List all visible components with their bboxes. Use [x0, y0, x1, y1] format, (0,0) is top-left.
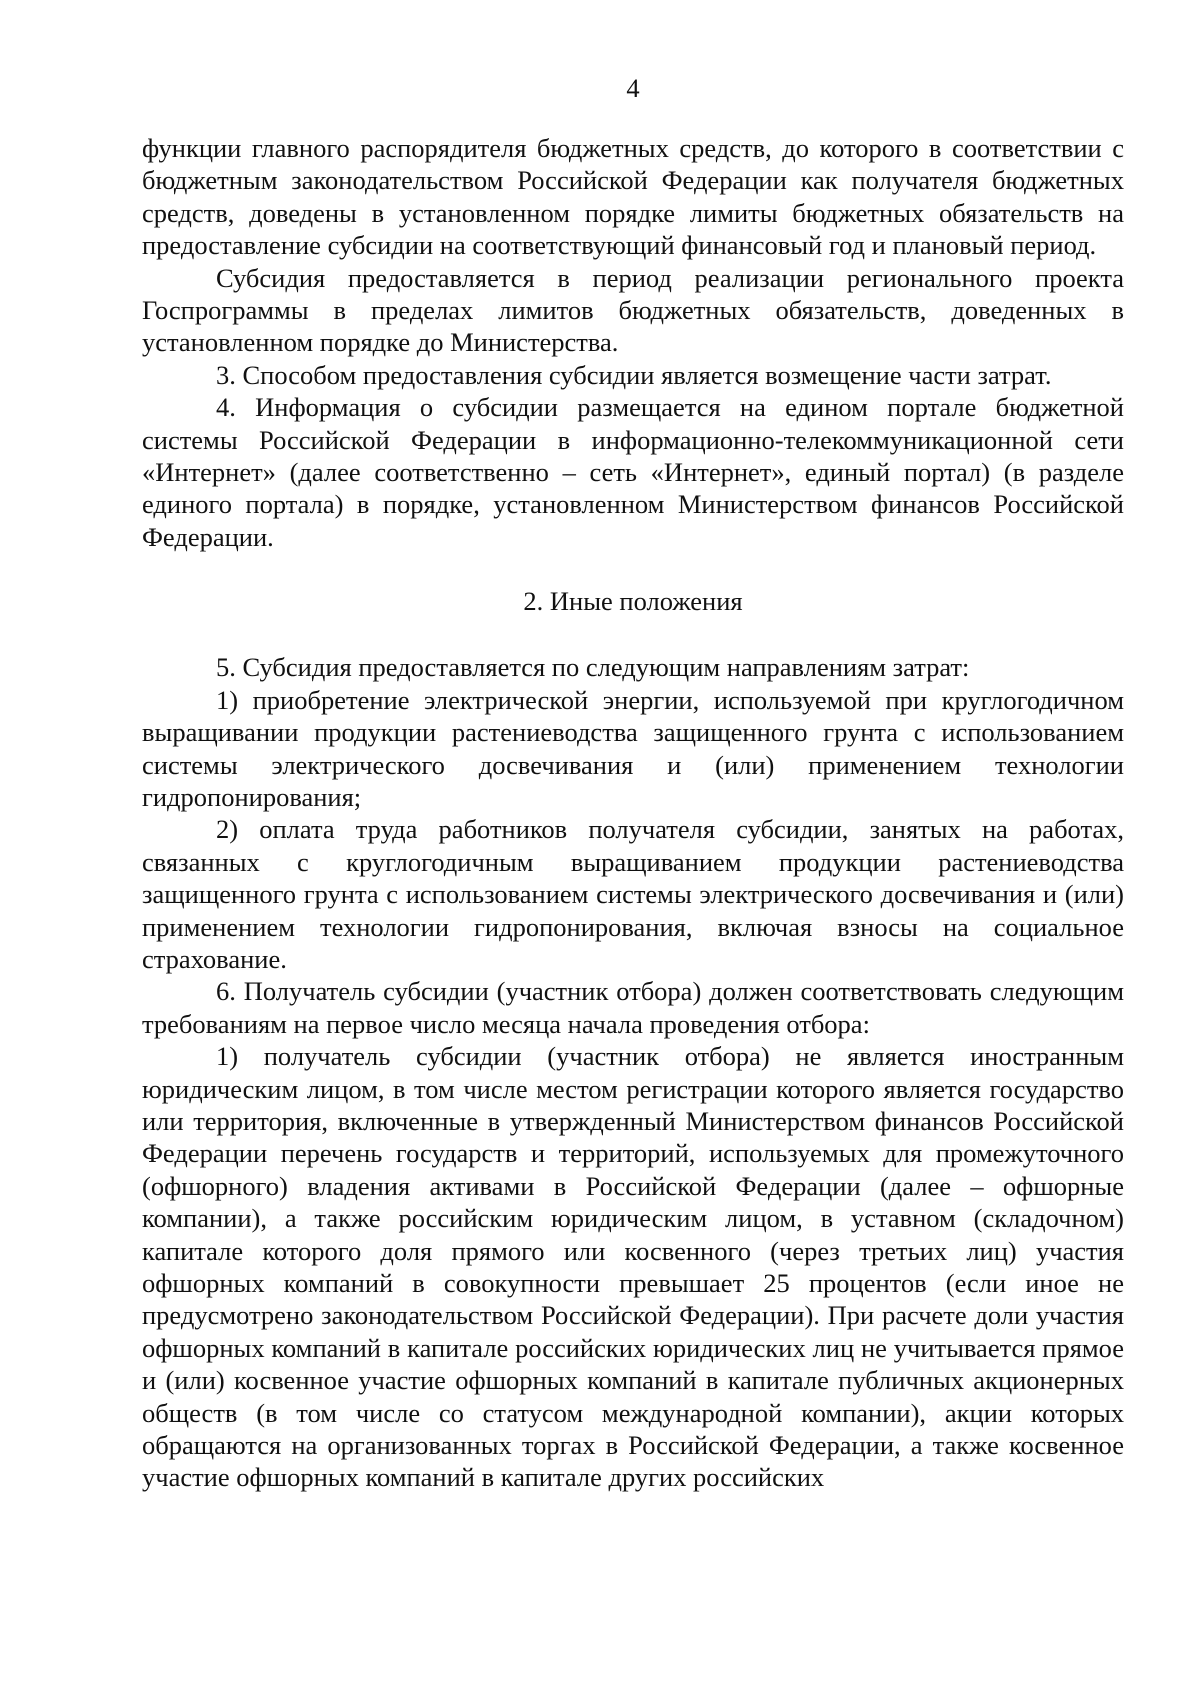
page-number: 4	[626, 73, 640, 103]
paragraph-item-6: 6. Получатель субсидии (участник отбора) должен соответствовать следующим требованиям на первое число месяца начала проведения отбора:	[142, 976, 1124, 1039]
paragraph-item-6-1: 1) получатель субсидии (участник отбора) не является иностранным юридическим лицом, в том числе местом регистрации которого является государство или территория, включенные в утвержденный Министерством финансов Российской Федерации перечень государств и территорий, используемых для промежуточного (офшорного) владения активами в Российской Федерации (далее – офшорные компании), а также российским юридическим лицом, в уставном (складочном) капитале которого доля прямого или косвенного (через третьих лиц) участия офшорных компаний в совокупности превышает 25 процентов (если иное не предусмотрено законодательством Российской Федерации). При расчете доли участия офшорных компаний в капитале российских юридических лиц не учитывается прямое и (или) косвенное участие офшорных компаний в капитале публичных акционерных обществ (в том числе со статусом международной компании), акции которых обращаются на организованных торгах в Российской Федерации, а также косвенное участие офшорных компаний в капитале других российских	[142, 1041, 1124, 1493]
paragraph-item-5-1: 1) приобретение электрической энергии, используемой при круглогодичном выращивании продукции растениеводства защищенного грунта с использованием системы электрического досвечивания и (или) применением технологии гидропонирования;	[142, 684, 1124, 812]
paragraph-item-3: 3. Способом предоставления субсидии является возмещение части затрат.	[216, 359, 1052, 390]
paragraph-item-5: 5. Субсидия предоставляется по следующим направлениям затрат:	[216, 652, 970, 683]
paragraph-budget-functions: функции главного распорядителя бюджетных средств, до которого в соответствии с бюджетным законодательством Российской Федерации как получателя бюджетных средств, доведены в установленном порядке лимиты бюджетных обязательств на предоставление субсидии на соответствующий финансовый год и плановый период.	[142, 133, 1124, 261]
paragraph-item-5-2: 2) оплата труда работников получателя субсидии, занятых на работах, связанных с круглогодичным выращиванием продукции растениеводства защищенного грунта с использованием системы электрического досвечивания и (или) применением технологии гидропонирования, включая взносы на социальное страхование.	[142, 814, 1124, 974]
section-title: 2. Иные положения	[523, 586, 743, 617]
paragraph-item-4: 4. Информация о субсидии размещается на едином портале бюджетной системы Российской Федерации в информационно-телекоммуникационной сети «Интернет» (далее соответственно – сеть «Интернет», единый портал) (в разделе единого портала) в порядке, установленном Министерством финансов Российской Федерации.	[142, 392, 1124, 552]
paragraph-subsidy-period: Субсидия предоставляется в период реализации регионального проекта Госпрограммы в пределах лимитов бюджетных обязательств, доведенных в установленном порядке до Министерства.	[142, 262, 1124, 358]
